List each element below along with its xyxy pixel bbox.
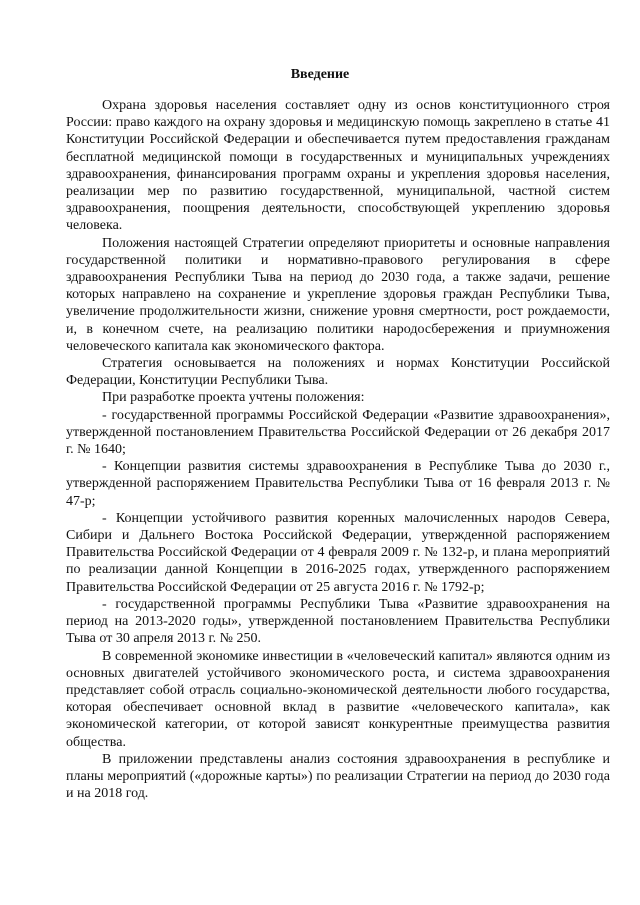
paragraph-strategy-provisions: Положения настоящей Стратегии определяют приоритеты и основные направления государственной политики и нормативно-правового регулирования в сфере здравоохранения Республики Тыва на период до 2030 года, а также задачи, решение которых направлено на сохранение и укрепление здоровья граждан Республики Тыва, увеличение продолжительности жизни, снижение уровня смертности, рост рождаемости, и, в конечном счете, на реализацию политики народосбережения и приумножения человеческого капитала как экономического фактора. (66, 235, 610, 354)
paragraph-considered-provisions: При разработке проекта учтены положения: (102, 390, 365, 406)
list-item-federal-program: - государственной программы Российской Федерации «Развитие здравоохранения», утвержденной постановлением Правительства Российской Федерации от 26 декабря 2017 г. № 1640; (66, 407, 610, 458)
list-item-tyva-concept: - Концепции развития системы здравоохранения в Республике Тыва до 2030 г., утвержденной распоряжением Правительства Республики Тыва от 16 февраля 2013 г. № 47-р; (66, 459, 610, 509)
document-body (66, 97, 610, 802)
paragraph-appendix: В приложении представлены анализ состояния здравоохранения в республике и планы мероприятий («дорожные карты») по реализации Стратегии на период до 2030 года и на 2018 год. (66, 751, 610, 802)
list-item-tyva-program: - государственной программы Республики Тыва «Развитие здравоохранения на период на 2013-2020 годы», утвержденной постановлением Правительства Республики Тыва от 30 апреля 2013 г. № 250. (66, 596, 610, 647)
paragraph-human-capital: В современной экономике инвестиции в «человеческий капитал» являются одним из основных двигателей устойчивого экономического роста, и система здравоохранения представляет собой отрасль социально-экономической деятельности любого государства, которая обеспечивает основной вклад в развитие «человеческого капитала», как экономической категории, от которой зависят конкурентные преимущества развития общества. (66, 648, 610, 750)
list-item-indigenous-concept: - Концепции устойчивого развития коренных малочисленных народов Севера, Сибири и Дальнего Востока Российской Федерации, утвержденной распоряжением Правительства Российской Федерации от 4 февраля 2009 г. № 132-р, и плана мероприятий по реализации данной Концепции в 2016-2025 годах, утвержденного распоряжением Правительства Российской Федерации от 25 августа 2016 г. № 1792-р; (66, 510, 610, 595)
document-title: Введение (290, 67, 350, 82)
paragraph-intro: Охрана здоровья населения составляет одну из основ конституционного строя России: право каждого на охрану здоровья и медицинскую помощь закреплено в статье 41 Конституции Российской Федерации и обеспечивается путем предоставления гражданам бесплатной медицинской помощи в государственных и муниципальных учреждениях здравоохранения, финансирования программ охраны и укрепления здоровья населения, реализации мер по развитию государственной, муниципальной, частной систем здравоохранения, поощрения деятельности, способствующей укреплению здоровья человека. (66, 98, 610, 234)
paragraph-strategy-basis: Стратегия основывается на положениях и нормах Конституции Российской Федерации, Конституции Республики Тыва. (66, 356, 610, 389)
